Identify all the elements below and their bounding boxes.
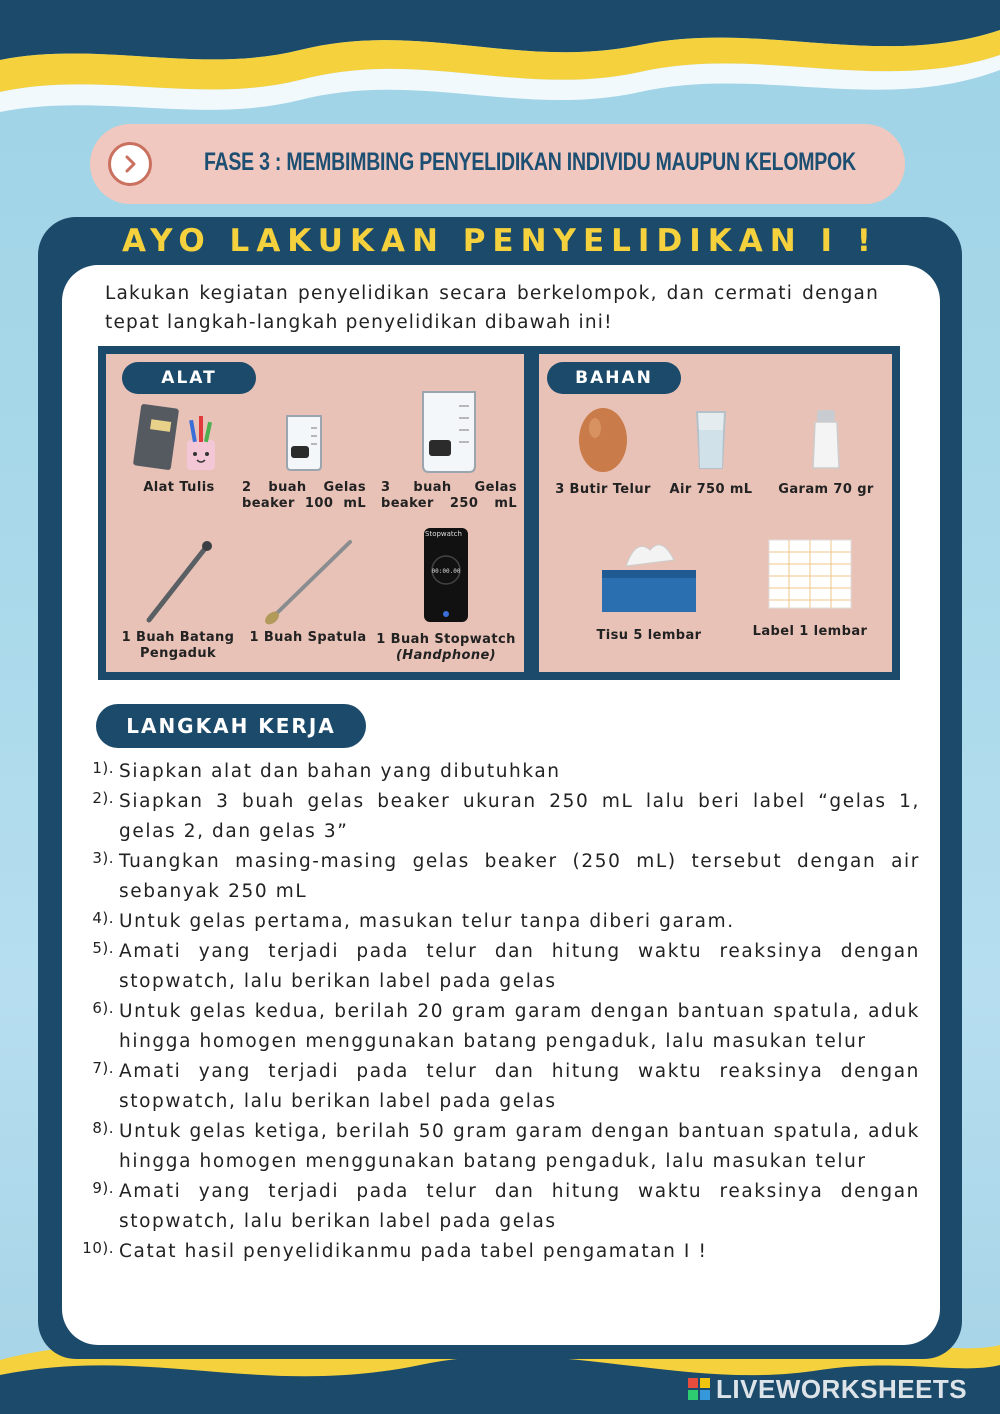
item-telur bbox=[547, 402, 659, 498]
step-item bbox=[70, 1117, 920, 1177]
step-text: Tuangkan masing-masing gelas beaker (250 mL) tersebut dengan air sebanyak 250 mL bbox=[119, 851, 920, 902]
step-number: 4). bbox=[92, 909, 114, 927]
intro-text: Lakukan kegiatan penyelidikan secara berkelompok, dan cermati dengan tepat langkah-langkah penyelidikan dibawah ini! bbox=[105, 283, 879, 333]
step-number: 5). bbox=[92, 939, 114, 957]
step-item bbox=[70, 997, 920, 1057]
chevron-right-icon bbox=[108, 142, 152, 186]
step-number: 3). bbox=[92, 849, 114, 867]
item-sublabel: (Handphone) bbox=[395, 648, 497, 663]
steps-title: LANGKAH KERJA bbox=[96, 704, 366, 748]
step-text: Amati yang terjadi pada telur dan hitung waktu reaksinya dengan stopwatch, lalu berikan label pada gelas bbox=[119, 1061, 920, 1112]
item-label: Air 750 mL bbox=[669, 482, 753, 497]
water-glass-icon bbox=[693, 408, 729, 472]
step-text: Untuk gelas kedua, berilah 20 gram garam dengan bantuan spatula, aduk hingga homogen menggunakan batang pengaduk, lalu masukan telur bbox=[119, 1001, 920, 1052]
step-number: 9). bbox=[92, 1179, 114, 1197]
step-text: Amati yang terjadi pada telur dan hitung waktu reaksinya dengan stopwatch, lalu berikan label pada gelas bbox=[119, 1181, 920, 1232]
step-text: Catat hasil penyelidikanmu pada tabel pengamatan I ! bbox=[119, 1241, 708, 1262]
step-item bbox=[70, 757, 920, 787]
step-number: 6). bbox=[92, 999, 114, 1017]
item-label-sheet bbox=[735, 536, 885, 640]
watermark-text: LIVEWORKSHEETS bbox=[716, 1373, 968, 1404]
item-garam bbox=[771, 408, 881, 498]
step-item bbox=[70, 787, 920, 847]
alat-box bbox=[98, 346, 532, 680]
step-text: Siapkan alat dan bahan yang dibutuhkan bbox=[119, 761, 561, 782]
beaker-small-icon bbox=[279, 412, 329, 472]
step-item bbox=[70, 907, 920, 937]
item-beaker-100 bbox=[242, 412, 366, 512]
step-item bbox=[70, 1237, 920, 1267]
item-label: 1 Buah Batang Pengaduk bbox=[121, 630, 235, 661]
liveworksheets-logo-icon bbox=[688, 1378, 710, 1400]
item-label: 3 buah Gelas beaker 250 mL bbox=[381, 480, 517, 511]
item-label: 1 Buah Spatula bbox=[249, 630, 367, 645]
step-item bbox=[70, 937, 920, 997]
spatula-icon bbox=[258, 536, 358, 626]
step-number: 7). bbox=[92, 1059, 114, 1077]
steps-list bbox=[70, 757, 920, 1267]
item-label: Alat Tulis bbox=[143, 480, 215, 495]
item-label: 1 Buah Stopwatch bbox=[376, 632, 516, 647]
item-air bbox=[661, 408, 761, 498]
item-label: 2 buah Gelas beaker 100 mL bbox=[242, 480, 366, 511]
bahan-title: BAHAN bbox=[547, 362, 681, 394]
egg-icon bbox=[575, 402, 631, 474]
item-label: 3 Butir Telur bbox=[555, 482, 651, 497]
phone-stopwatch-icon bbox=[422, 526, 470, 624]
main-heading: AYO LAKUKAN PENYELIDIKAN I ! bbox=[122, 223, 878, 259]
item-tisu bbox=[579, 536, 719, 644]
step-item bbox=[70, 847, 920, 907]
step-item bbox=[70, 1177, 920, 1237]
salt-shaker-icon bbox=[809, 408, 843, 472]
item-batang-pengaduk bbox=[114, 536, 242, 662]
bahan-box bbox=[531, 346, 900, 680]
alat-title: ALAT bbox=[122, 362, 256, 394]
item-stopwatch bbox=[372, 526, 520, 664]
step-number: 10). bbox=[82, 1239, 114, 1257]
item-label: Tisu 5 lembar bbox=[596, 628, 702, 643]
tissue-box-icon bbox=[596, 536, 702, 616]
item-spatula bbox=[244, 536, 372, 646]
item-beaker-250 bbox=[381, 388, 517, 512]
beaker-large-icon bbox=[417, 388, 481, 474]
step-number: 8). bbox=[92, 1119, 114, 1137]
step-text: Untuk gelas ketiga, berilah 50 gram garam dengan bantuan spatula, aduk hingga homogen menggunakan batang pengaduk, lalu masukan telur bbox=[119, 1121, 920, 1172]
step-text: Amati yang terjadi pada telur dan hitung waktu reaksinya dengan stopwatch, lalu berikan label pada gelas bbox=[119, 941, 920, 992]
item-label: Garam 70 gr bbox=[778, 482, 874, 497]
phase-title: FASE 3 : MEMBIMBING PENYELIDIKAN INDIVIDU MAUPUN KELOMPOK bbox=[203, 148, 856, 176]
step-text: Untuk gelas pertama, masukan telur tanpa diberi garam. bbox=[119, 911, 735, 932]
phase-banner bbox=[90, 124, 905, 204]
step-text: Siapkan 3 buah gelas beaker ukuran 250 mL lalu beri label “gelas 1, gelas 2, dan gelas 3” bbox=[119, 791, 920, 842]
item-label: Label 1 lembar bbox=[752, 624, 868, 639]
item-alat-tulis bbox=[124, 402, 234, 496]
step-number: 1). bbox=[92, 759, 114, 777]
step-item bbox=[70, 1057, 920, 1117]
stirring-rod-icon bbox=[133, 536, 223, 626]
liveworksheets-watermark[interactable] bbox=[688, 1373, 968, 1404]
label-sheet-icon bbox=[765, 536, 855, 612]
step-number: 2). bbox=[92, 789, 114, 807]
stopwatch-screen-title: Stopwatch bbox=[425, 530, 462, 538]
notebook-pencil-cup-icon bbox=[129, 402, 229, 476]
stopwatch-screen-time: 00:00.00 bbox=[431, 568, 461, 575]
